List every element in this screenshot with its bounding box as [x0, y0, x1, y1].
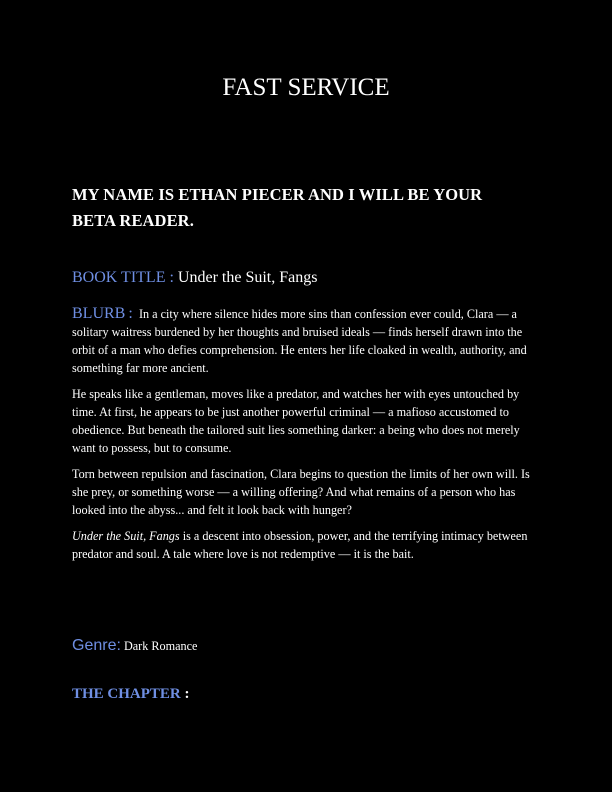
chapter-label: THE CHAPTER: [72, 686, 181, 702]
chapter-separator: :: [184, 686, 190, 702]
blurb-separator: :: [128, 305, 133, 322]
blurb-text-1: In a city where silence hides more sins than confession ever could, Clara — a solitary waitress burdened by her thoughts and bruised ideals — finds herself drawn into the orbit of a man who defies comprehension. He enters her life cloaked in wealth, authority, and something far more ancient.: [72, 307, 527, 375]
genre-separator: :: [116, 637, 121, 654]
page-title: FAST SERVICE: [222, 74, 390, 101]
blurb-book-title-italic: Under the Suit, Fangs: [72, 529, 180, 543]
genre-row: [72, 636, 540, 656]
blurb-paragraph-2: He speaks like a gentleman, moves like a predator, and watches her with eyes untouched by time. At first, he appears to be just another powerful criminal — a mafioso accustomed to obedience. But beneath the tailored suit lies something darker: a being who does not merely want to possess, but to consume.: [72, 387, 520, 455]
blurb-paragraph-4: [72, 527, 540, 563]
intro-line-2: BETA READER.: [72, 211, 194, 230]
blurb-paragraph-3: Torn between repulsion and fascination, Clara begins to question the limits of her own will. Is she prey, or something worse — a willing offering? And what remains of a person who has looked into the abyss... and felt it look back with hunger?: [72, 467, 530, 517]
genre-value: Dark Romance: [123, 639, 198, 653]
book-title-row: [72, 268, 540, 288]
book-title-value: Under the Suit, Fangs: [177, 269, 318, 286]
blurb-paragraph-1: [72, 305, 540, 377]
book-title-label: BOOK TITLE: [72, 269, 166, 286]
blurb-section: [72, 305, 540, 571]
genre-label: Genre: [72, 637, 117, 654]
chapter-heading: [72, 684, 540, 704]
intro-statement: [72, 182, 540, 234]
blurb-label: BLURB: [72, 305, 126, 322]
intro-line-1: MY NAME IS ETHAN PIECER AND I WILL BE YOUR: [72, 185, 483, 204]
blurb-text-4: is a descent into obsession, power, and the terrifying intimacy between predator and soul. A tale where love is not redemptive — it is the bait.: [72, 529, 528, 561]
book-title-separator: :: [169, 269, 174, 286]
